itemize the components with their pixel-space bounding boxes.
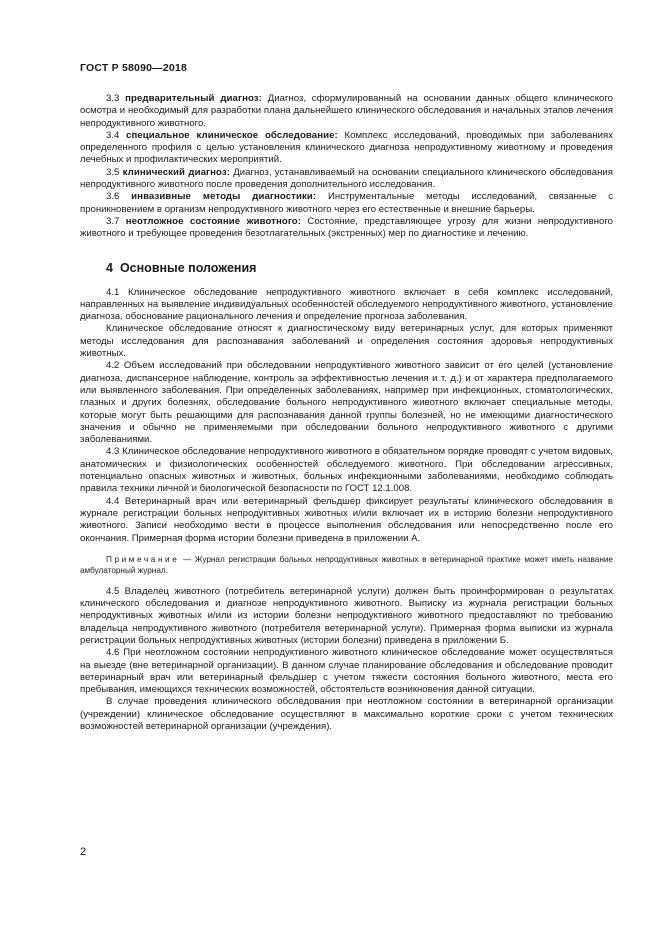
note-text: — Журнал регистрации больных непродуктивных животных в ветеринарной практике может иметь название амбулаторный журнал. <box>80 554 613 575</box>
definition-3-3 <box>80 93 613 130</box>
definition-text: Диагноз, устанавливаемый на основании специального клинического обследования непродуктивного животного после проведения дополнительного исследования. <box>80 166 613 191</box>
definition-term: инвазивные методы диагностики: <box>131 191 317 203</box>
definition-text: Комплекс исследований, проводимых при заболеваниях определенного профиля с целью установления клинического диагноза непродуктивному животному и проведения лечебных и профилактических мероприятий. <box>80 129 613 166</box>
page-number: 2 <box>80 846 87 858</box>
section-heading <box>106 261 613 276</box>
definition-number: 3.5 <box>106 166 120 178</box>
definition-3-6 <box>80 191 613 216</box>
definition-term: специальное клиническое обследование: <box>126 129 338 141</box>
definition-text: Инструментальные методы исследований, связанные с проникновением в организм непродуктивного животного через его естественные и внешние барьеры. <box>80 191 614 215</box>
paragraph-4-6: 4.6 При неотложном состоянии непродуктивного животного клиническое обследование может осуществляться на выезде (вне ветеринарной организации). В данном случае планирование обследования и обследование проводит ветеринарный врач или ветеринарный фельдшер с учетом тяжести состояния больного животного, места его пребывания, имеющихся технических возможностей, обстоятельств возникновения данной ситуации. <box>80 647 613 696</box>
paragraph-4-1: 4.1 Клиническое обследование непродуктивного животного включает в себя комплекс исследований, направленных на выявление индивидуальных особенностей обследуемого непродуктивного животного, установление диагноза, обоснование рационального лечения и определение прогноза заболевания. <box>80 286 613 323</box>
paragraph-4-6-continued: В случае проведения клинического обследования при неотложном состоянии в ветеринарной организации (учреждении) клиническое обследование осуществляют в максимально короткие сроки с учетом технических возможностей ветеринарной организации (учреждения). <box>80 696 613 733</box>
definition-3-7 <box>80 216 613 241</box>
definition-text: Состояние, представляющее угрозу для жизни непродуктивного животного и требующее проведения безотлагательных (экстренных) мер по диагностике и лечению. <box>80 215 613 240</box>
paragraph-4-4: 4.4 Ветеринарный врач или ветеринарный фельдшер фиксирует результаты клинического обследования в журнале регистрации больных непродуктивных животных и/или включает их в историю болезни непродуктивного животного. Записи необходимо вести в процессе выполнения обследования или непосредственно после его окончания. Примерная форма истории болезни приведена в приложении А. <box>80 495 613 544</box>
note <box>80 554 613 576</box>
document-code: ГОСТ Р 58090—2018 <box>80 62 188 74</box>
paragraph-4-3: 4.3 Клиническое обследование непродуктивного животного в обязательном порядке проводят с учетом видовых, анатомических и физиологических особенностей обследуемого животного. При обследовании агрессивных, потенциально опасных животных и животных, больных инфекционными заболеваниями, необходимо соблюдать правила техники личной и биологической безопасности по ГОСТ 12.1.008. <box>80 446 613 495</box>
definition-term: клинический диагноз: <box>122 166 230 178</box>
definition-3-5 <box>80 167 613 192</box>
section-title: Основные положения <box>119 260 257 275</box>
section-number: 4 <box>106 260 113 275</box>
definition-term: неотложное состояние животного: <box>125 215 302 227</box>
definition-number: 3.4 <box>106 129 120 141</box>
definition-number: 3.3 <box>106 93 120 104</box>
paragraph-4-2: 4.2 Объем исследований при обследовании непродуктивного животного зависит от его целей (установление диагноза, диспансерное наблюдение, контроль за эффективностью лечения и т. д.) и от характера предполагаемого или выявленного заболевания. При определенных заболеваниях, например при инфекционных, стоматологических, глазных и других болезнях, обследование больного непродуктивного животного включает специальные методы, которые могут быть решающими для распознавания данной группы болезней, но не имеющими диагностического значения и обычно не применяемыми при обследовании больного непродуктивного животного с другими заболеваниями. <box>80 360 613 446</box>
definition-number: 3.7 <box>106 215 120 227</box>
page-content <box>80 93 613 733</box>
definitions-list <box>80 93 613 241</box>
definition-term: предварительный диагноз: <box>125 93 262 104</box>
definition-number: 3.6 <box>106 191 120 203</box>
paragraph-4-1-continued: Клиническое обследование относят к диагностическому виду ветеринарных услуг, для которых применяют методы исследования для распознавания заболеваний и определения состояния здоровья непродуктивных животных. <box>80 323 613 360</box>
note-label: Примечание <box>106 554 180 564</box>
paragraph-4-5: 4.5 Владелец животного (потребитель ветеринарной услуги) должен быть проинформирован о результатах клинического обследования и диагнозе непродуктивного животного. Выписку из журнала регистрации больных непродуктивных животных и/или из истории болезни непродуктивного животного предоставляют по требованию владельца непродуктивного животного (потребителя ветеринарной услуги). Примерная форма выписки из журнала регистрации больных непродуктивных животных (истории болезни) приведена в приложении Б. <box>80 585 613 646</box>
definition-3-4 <box>80 130 613 167</box>
definition-text: Диагноз, сформулированный на основании данных общего клинического осмотра и необходимый для разработки плана дальнейшего клинического обследования и начальных этапов лечения непродуктивного животного. <box>80 93 613 129</box>
